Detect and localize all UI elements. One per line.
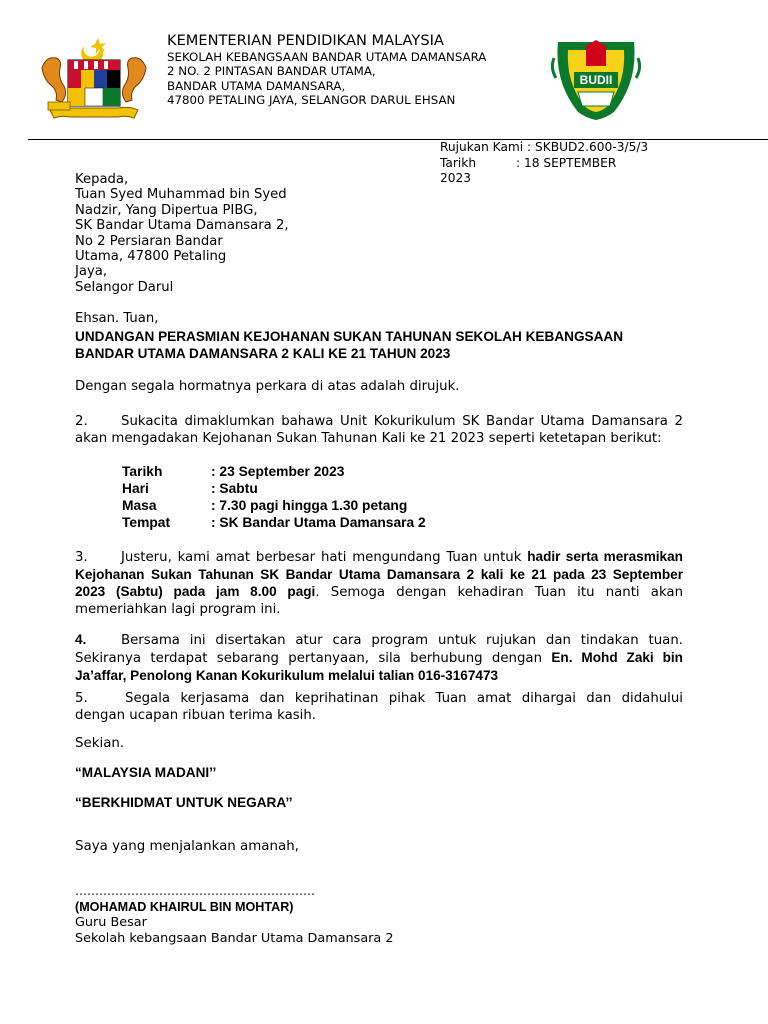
- reference-line: [440, 140, 648, 156]
- paragraph-5-text-b: dengan ucapan ribuan terima kasih.: [75, 708, 317, 723]
- detail-row: [122, 463, 426, 480]
- svg-text:BUDII: BUDII: [579, 73, 613, 87]
- reference-value: : SKBUD2.600-3/5/3: [527, 140, 649, 154]
- detail-row: [122, 514, 426, 531]
- paragraph-3-bold-2: Kejohanan Sukan Tahunan SK Bandar Utama Damansara 2 kali ke 21 pada 23 September: [75, 567, 683, 582]
- paragraph-3-text-c: . Semoga dengan kehadiran Tuan itu nanti akan: [315, 585, 683, 600]
- recipient-line-5: Utama, 47800 Petaling: [75, 249, 227, 265]
- signature-block: [75, 884, 393, 946]
- school-logo: [548, 36, 644, 122]
- detail-key: Masa: [122, 498, 157, 513]
- recipient-line-1: Tuan Syed Muhammad bin Syed: [75, 187, 287, 203]
- reference-block: [440, 140, 648, 187]
- school-address-line-2: BANDAR UTAMA DAMANSARA,: [167, 78, 346, 93]
- paragraph-5-text-a: Segala kerjasama dan keprihatinan pihak Tuan amat dihargai dan didahului: [125, 691, 683, 706]
- paragraph-4-contact-2: Ja’affar, Penolong Kanan Kokurikulum melalui talian 016-3167473: [75, 668, 499, 683]
- detail-value: : SK Bandar Utama Damansara 2: [211, 515, 426, 530]
- recipient-line-6: Jaya,: [75, 264, 108, 280]
- recipient-line-2: Nadzir, Yang Dipertua PIBG,: [75, 202, 258, 218]
- paragraph-2: [75, 413, 683, 447]
- date-line: [440, 156, 648, 172]
- detail-value: : 7.30 pagi hingga 1.30 petang: [211, 498, 408, 513]
- school-name: SEKOLAH KEBANGSAAN BANDAR UTAMA DAMANSARA: [167, 49, 487, 64]
- signatory-name: (MOHAMAD KHAIRUL BIN MOHTAR): [75, 899, 294, 914]
- closing-phrase: Saya yang menjalankan amanah,: [75, 839, 299, 854]
- letter-subject: [75, 328, 623, 362]
- ministry-name: KEMENTERIAN PENDIDIKAN MALAYSIA: [167, 32, 444, 49]
- recipient-line-7: Selangor Darul: [75, 279, 174, 295]
- paragraph-3-text-a: Justeru, kami amat berbesar hati mengundang Tuan untuk: [121, 550, 528, 565]
- paragraph-3: [75, 548, 683, 618]
- paragraph-4: [75, 631, 683, 684]
- recipient-line-4: No 2 Persiaran Bandar: [75, 233, 223, 249]
- motto-malaysia-madani: “MALAYSIA MADANI’’: [75, 765, 217, 780]
- recipient-to: Kepada,: [75, 172, 129, 187]
- paragraph-2-text-1: Sukacita dimaklumkan bahawa Unit Kokurikulum SK Bandar Utama Damansara 2: [121, 414, 683, 429]
- paragraph-3-number: 3.: [75, 550, 88, 565]
- paragraph-5-number: 5.: [75, 691, 88, 706]
- paragraph-4-number: 4.: [75, 632, 87, 647]
- salutation: Ehsan. Tuan,: [75, 311, 159, 326]
- detail-key: Tarikh: [122, 464, 163, 479]
- school-address-line-1: 2 NO. 2 PINTASAN BANDAR UTAMA,: [167, 64, 376, 78]
- reference-label: Rujukan Kami: [440, 140, 524, 154]
- detail-row: [122, 480, 426, 497]
- letterhead: [167, 34, 486, 108]
- detail-value: : 23 September 2023: [211, 464, 345, 479]
- malaysia-coat-of-arms-logo: [36, 34, 152, 126]
- detail-value: : Sabtu: [211, 481, 258, 496]
- paragraph-3-bold-3: 2023 (Sabtu) pada jam 8.00 pagi: [75, 584, 316, 599]
- detail-key: Hari: [122, 481, 149, 496]
- motto-berkhidmat: “BERKHIDMAT UNTUK NEGARA’’: [75, 795, 293, 810]
- signature-line: ……………………………………………………: [75, 884, 315, 898]
- recipient-line-3: SK Bandar Utama Damansara 2,: [75, 218, 289, 234]
- paragraph-3-bold-1: hadir serta merasmikan: [527, 549, 683, 564]
- paragraph-4-text-a: Bersama ini disertakan atur cara program untuk rujukan dan tindakan tuan.: [121, 633, 683, 648]
- signatory-school: Sekolah kebangsaan Bandar Utama Damansara 2: [75, 930, 394, 946]
- paragraph-4-text-b: Sekiranya terdapat sebarang pertanyaan, sila berhubung dengan: [75, 651, 552, 666]
- signatory-title: Guru Besar: [75, 915, 147, 930]
- paragraph-2-text-2: akan mengadakan Kejohanan Sukan Tahunan Kali ke 21 2023 seperti ketetapan berikut:: [75, 431, 662, 446]
- subject-line-1: UNDANGAN PERASMIAN KEJOHANAN SUKAN TAHUNAN SEKOLAH KEBANGSAAN: [75, 329, 624, 344]
- date-label: Tarikh: [440, 155, 477, 170]
- paragraph-4-contact-1: En. Mohd Zaki bin: [551, 650, 683, 665]
- recipient-address: [75, 172, 289, 295]
- date-year: 2023: [440, 171, 472, 185]
- date-value: : 18 SEPTEMBER: [516, 155, 617, 170]
- event-details: [122, 463, 426, 531]
- school-address-line-3: 47800 PETALING JAYA, SELANGOR DARUL EHSAN: [167, 93, 456, 107]
- header-divider: [28, 139, 768, 140]
- paragraph-2-number: 2.: [75, 414, 88, 429]
- paragraph-3-text-d: memeriahkan lagi program ini.: [75, 602, 281, 617]
- paragraph-1: Dengan segala hormatnya perkara di atas adalah dirujuk.: [75, 379, 460, 394]
- subject-line-2: BANDAR UTAMA DAMANSARA 2 KALI KE 21 TAHUN 2023: [75, 346, 451, 361]
- paragraph-5: [75, 690, 683, 724]
- detail-row: [122, 497, 426, 514]
- detail-key: Tempat: [122, 515, 171, 530]
- sekian-text: Sekian.: [75, 736, 125, 751]
